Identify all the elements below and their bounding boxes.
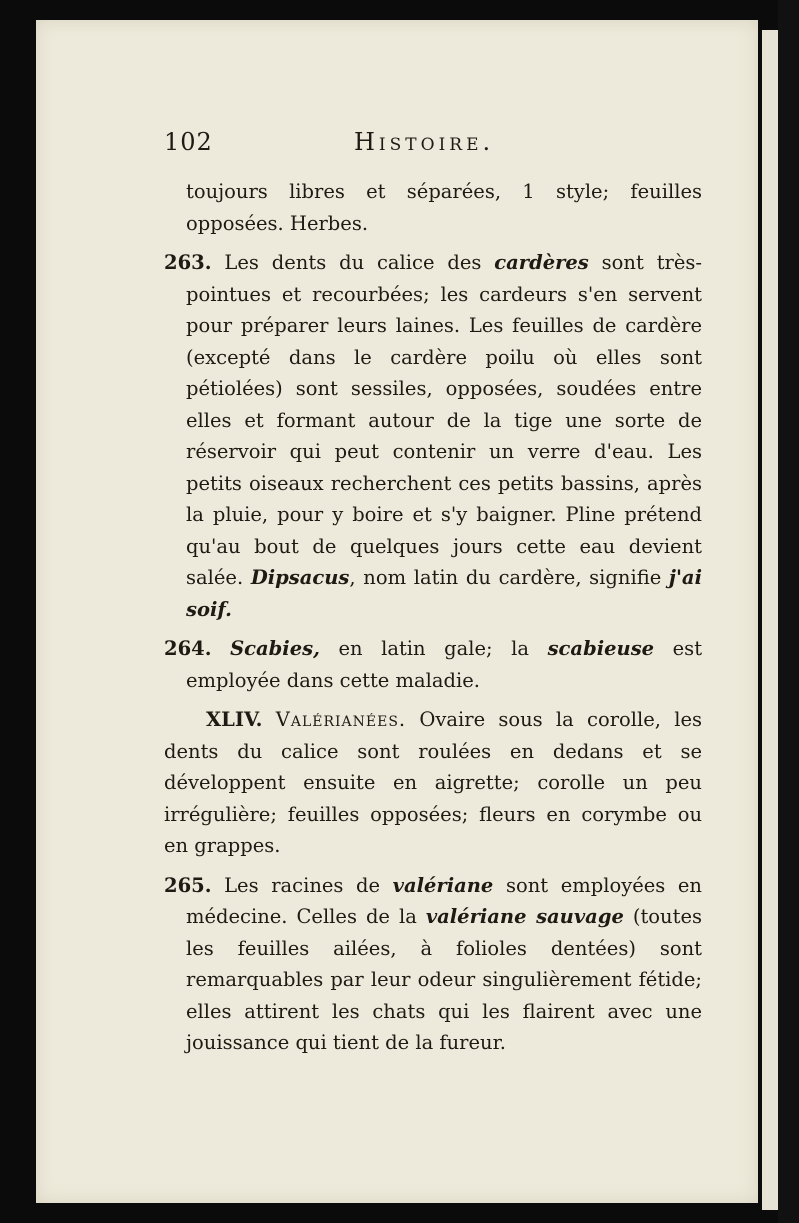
italic-term: valériane sauvage bbox=[425, 905, 624, 928]
text-run: Les dents du calice des bbox=[224, 251, 482, 274]
paragraph-264 bbox=[164, 633, 702, 696]
italic-term: cardères bbox=[494, 251, 589, 274]
italic-term: valériane bbox=[392, 873, 494, 897]
text-run: en latin gale; la bbox=[338, 637, 530, 660]
paragraph-continuation: toujours libres et séparées, 1 style; feuilles opposées. Herbes. bbox=[186, 180, 702, 235]
italic-term: scabieuse bbox=[547, 637, 655, 660]
section-number: XLIV. bbox=[206, 708, 263, 731]
text-run: , nom latin du cardère, signifie bbox=[349, 566, 662, 589]
text-run: sont employées en médecine. Celles de la bbox=[186, 873, 702, 928]
page-number: 102 bbox=[164, 128, 213, 156]
text-run: est employée dans cette maladie. bbox=[186, 637, 703, 692]
text-run: Ovaire sous la corolle, les dents du calice sont roulées en dedans et se développent ensuite en aigrette; corolle un peu irrégulière; feuilles opposées; fleurs en corymbe ou en grappes. bbox=[164, 708, 703, 857]
paragraph-265 bbox=[164, 870, 702, 1059]
scan-border bbox=[778, 0, 799, 1223]
italic-term: Dipsacus bbox=[250, 566, 350, 589]
paragraph-263 bbox=[164, 247, 702, 625]
text-run: (toutes les feuilles ailées, à folioles dentées) sont remarquables par leur odeur singulièrement fétide; elles attirent les chats qui les flairent avec une jouissance qui tient de la fureur. bbox=[186, 905, 702, 1054]
text-run: sont très-pointues et recourbées; les cardeurs s'en servent pour préparer leurs laines. Les feuilles de cardère (excepté dans le cardère poilu où elles sont pétiolées) sont sessiles, opposées, soudées entre elles et formant autour de la tige une sorte de réservoir qui peut contenir un verre d'eau. Les petits oiseaux recherchent ces petits bassins, après la pluie, pour y boire et s'y baigner. Pline prétend qu'au bout de quelques jours cette eau devient salée. bbox=[186, 251, 702, 589]
running-head: Histoire. bbox=[354, 128, 495, 156]
italic-term: Scabies, bbox=[230, 637, 320, 660]
section-xliv bbox=[164, 704, 702, 862]
text-run: Les racines de bbox=[224, 873, 381, 897]
body-text bbox=[164, 176, 702, 1067]
italic-term: j'ai soif. bbox=[186, 566, 702, 621]
page-header bbox=[164, 128, 704, 164]
section-title: Valérianées. bbox=[275, 708, 407, 731]
paragraph-number: 265. bbox=[164, 873, 212, 897]
paragraph-number: 264. bbox=[164, 637, 212, 660]
paragraph-number: 263. bbox=[164, 251, 212, 274]
